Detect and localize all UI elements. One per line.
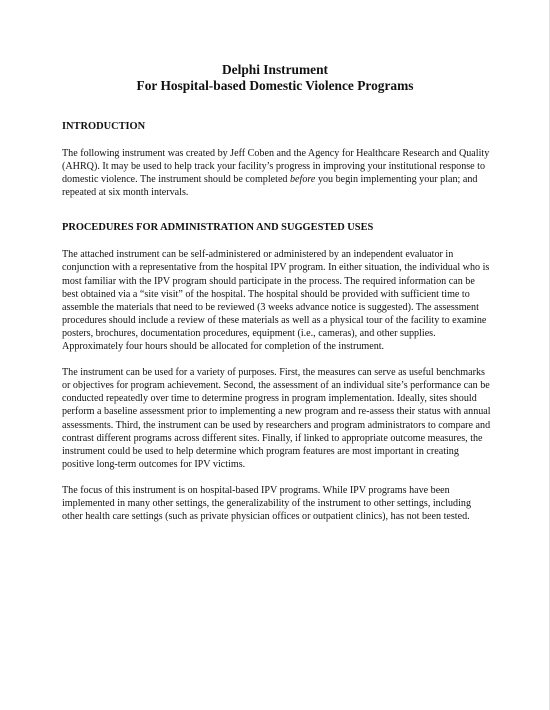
procedures-paragraph-1: The attached instrument can be self-administered or administered by an independent evaluator in conjunction with a representative from the hospital IPV program. In either situation, the individual who is most familiar with the IPV program should participate in the process. The required information can be best obtained via a “site visit” of the hospital. The hospital should be provided with sufficient time to assemble the materials that need to be reviewed (3 weeks advance notice is suggested). The assessment procedures should include a review of these materials as well as a physical tour of the facility to examine posters, brochures, documentation procedures, equipment (i.e., cameras), and other supplies. Approximately four hours should be allocated for completion of the instrument.: [62, 249, 490, 353]
title-line-2: For Hospital-based Domestic Violence Programs: [136, 78, 414, 93]
title-line-1: Delphi Instrument: [221, 62, 329, 77]
intro-paragraph: [62, 147, 492, 199]
intro-emphasis: before: [290, 174, 316, 186]
section-heading-procedures: PROCEDURES FOR ADMINISTRATION AND SUGGESTED USES: [62, 222, 374, 234]
procedures-paragraph-3: The focus of this instrument is on hospital-based IPV programs. While IPV programs have been implemented in many other settings, the generalizability of the instrument to other settings, including other health care settings (such as private physician offices or outpatient clinics), has not been tested.: [62, 484, 471, 523]
section-heading-introduction: INTRODUCTION: [62, 121, 146, 132]
document-body: [62, 120, 492, 523]
document-title: [0, 62, 550, 94]
procedures-paragraph-2: The instrument can be used for a variety of purposes. First, the measures can serve as useful benchmarks or objectives for program achievement. Second, the assessment of an individual site’s performance can be conducted repeatedly over time to determine progress in program implementation. Ideally, sites should perform a baseline assessment prior to implementing a new program and re-assess their status with annual assessments. Third, the instrument can be used by researchers and program administrators to compare and contrast different programs across different sites. Finally, if linked to appropriate outcome measures, the instrument could be used to help determine which program features are most important in creating positive long-term outcomes for IPV victims.: [62, 367, 491, 470]
intro-text-before: The following instrument was created by Jeff Coben and the Agency for Healthcare Research and Quality (AHRQ). It may be used to help track your facility’s progress in improving your institutional response to domestic violence. The instrument should be completed: [62, 148, 490, 186]
intro-text-after: you begin implementing your plan; and repeated at six month intervals.: [62, 174, 478, 199]
